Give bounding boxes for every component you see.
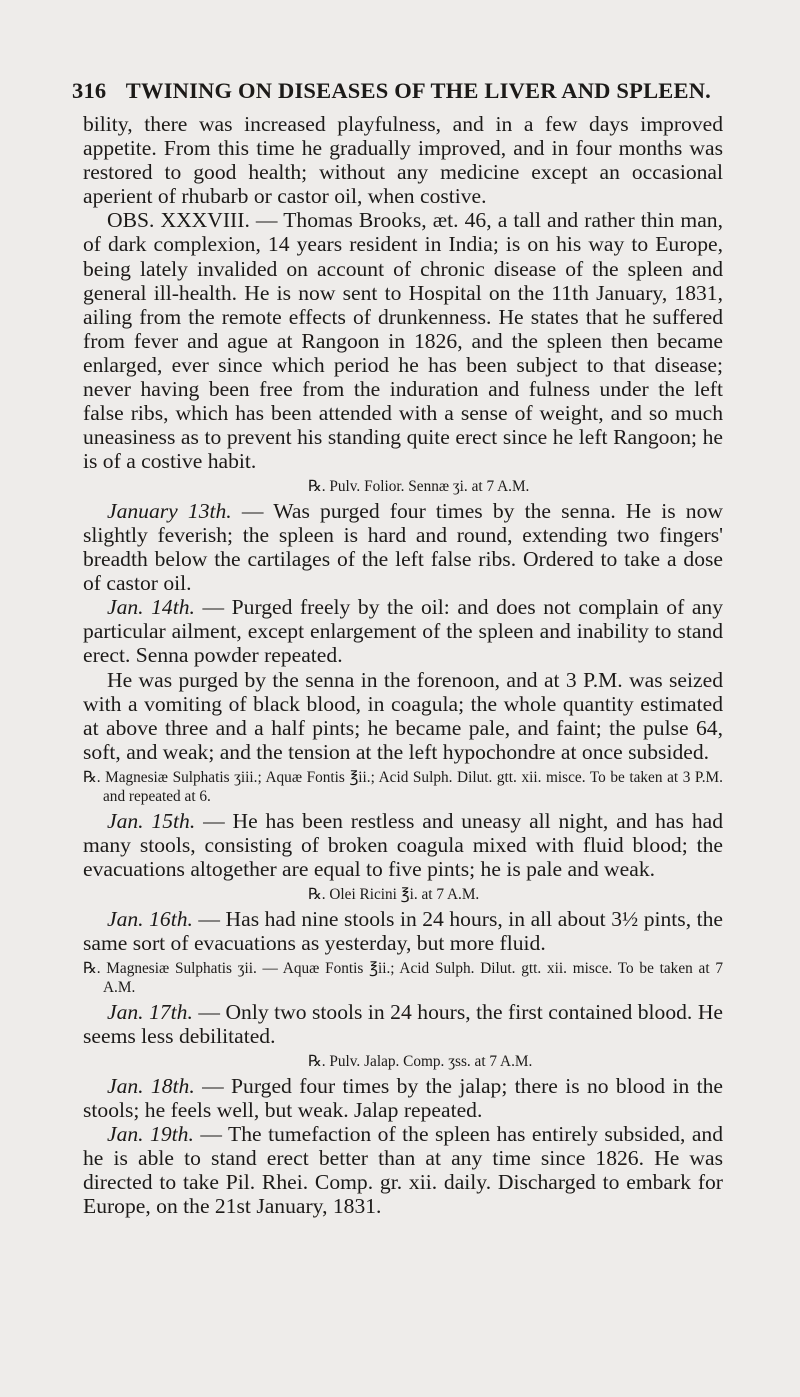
prescription: ℞. Pulv. Jalap. Comp. ʒss. at 7 A.M. (308, 1053, 533, 1071)
prescription: ℞. Pulv. Folior. Sennæ ʒi. at 7 A.M. (308, 478, 530, 496)
paragraph-text: — Only two stools in 24 hours, the first contained blood. He seems less debilitated. (83, 999, 723, 1048)
paragraph-text: — The tumefaction of the spleen has entirely subsided, and he is able to stand erect better than at any time since 1826. He was directed to take Pil. Rhei. Comp. gr. xii. daily. Discharged to embark for Europe, on the 21st January, 1831. (83, 1121, 723, 1219)
prescription: ℞. Olei Ricini ℥i. at 7 A.M. (308, 886, 480, 904)
body-text (83, 112, 723, 1218)
paragraph (83, 1122, 723, 1218)
paragraph: bility, there was increased playfulness, and in a few days improved appetite. From this time he gradually improved, and in four months was restored to good health; without any medicine except an occasional aperient of rhubarb or castor oil, when costive. (83, 112, 723, 209)
running-header (72, 78, 711, 104)
paragraph (83, 499, 723, 595)
date-label: Jan. 15th. (107, 808, 196, 833)
date-label: Jan. 16th. (107, 906, 193, 931)
paragraph (83, 907, 723, 955)
paragraph-text: — He has been restless and uneasy all night, and has had many stools, consisting of broken coagula mixed with fluid blood; the evacuations altogether are equal to five pints; he is pale and weak. (83, 808, 723, 882)
date-label: January 13th. (107, 498, 232, 523)
paragraph (83, 809, 723, 881)
paragraph-text: — Purged freely by the oil: and does not complain of any particular ailment, except enlargement of the spleen and inability to stand erect. Senna powder repeated. (83, 595, 724, 668)
date-label: Jan. 18th. (107, 1073, 195, 1098)
paragraph (83, 1074, 723, 1122)
date-label: Jan. 14th. (107, 595, 195, 620)
page-number: 316 (72, 78, 107, 103)
prescription: ℞. Magnesiæ Sulphatis ʒiii.; Aquæ Fontis ℥ii.; Acid Sulph. Dilut. gtt. xii. misce. To be taken at 3 P.M. and repeated at 6. (83, 768, 723, 806)
observation-heading-paragraph: OBS. XXXVIII. — Thomas Brooks, æt. 46, a tall and rather thin man, of dark complexion, 14 years resident in India; is on his way to Europe, being lately invalided on account of chronic disease of the spleen and general ill-health. He is now sent to Hospital on the 11th January, 1831, ailing from the remote effects of drunkenness. He states that he suffered from fever and ague at Rangoon in 1826, and the spleen then became enlarged, ever since which period he has been subject to that disease; never having been free from the induration and fulness under the left false ribs, which has been attended with a sense of weight, and so much uneasiness as to prevent his standing quite erect since he left Rangoon; he is of a costive habit. (83, 208, 723, 474)
date-label: Jan. 19th. (107, 1121, 194, 1146)
date-label: Jan. 17th. (107, 999, 193, 1024)
paragraph-text: — Has had nine stools in 24 hours, in all about 3½ pints, the same sort of evacuations as yesterday, but more fluid. (83, 906, 724, 955)
paragraph (83, 1000, 723, 1048)
paragraph-text: — Was purged four times by the senna. He is now slightly feverish; the spleen is hard and round, extending two fingers' breadth below the cartilages of the left false ribs. Ordered to take a dose of castor oil. (83, 498, 723, 596)
paragraph: He was purged by the senna in the forenoon, and at 3 P.M. was seized with a vomiting of black blood, in coagula; the whole quantity estimated at above three and a half pints; he became pale, and faint; the pulse 64, soft, and weak; and the tension at the left hypochondre at once subsided. (83, 667, 723, 764)
running-title: TWINING ON DISEASES OF THE LIVER AND SPLEEN. (125, 78, 711, 103)
paragraph-text: — Purged four times by the jalap; there is no blood in the stools; he feels well, but weak. Jalap repeated. (83, 1073, 723, 1122)
paragraph (83, 595, 723, 667)
prescription: ℞. Magnesiæ Sulphatis ʒii. — Aquæ Fontis ℥ii.; Acid Sulph. Dilut. gtt. xii. misce. To be taken at 7 A.M. (83, 959, 723, 997)
